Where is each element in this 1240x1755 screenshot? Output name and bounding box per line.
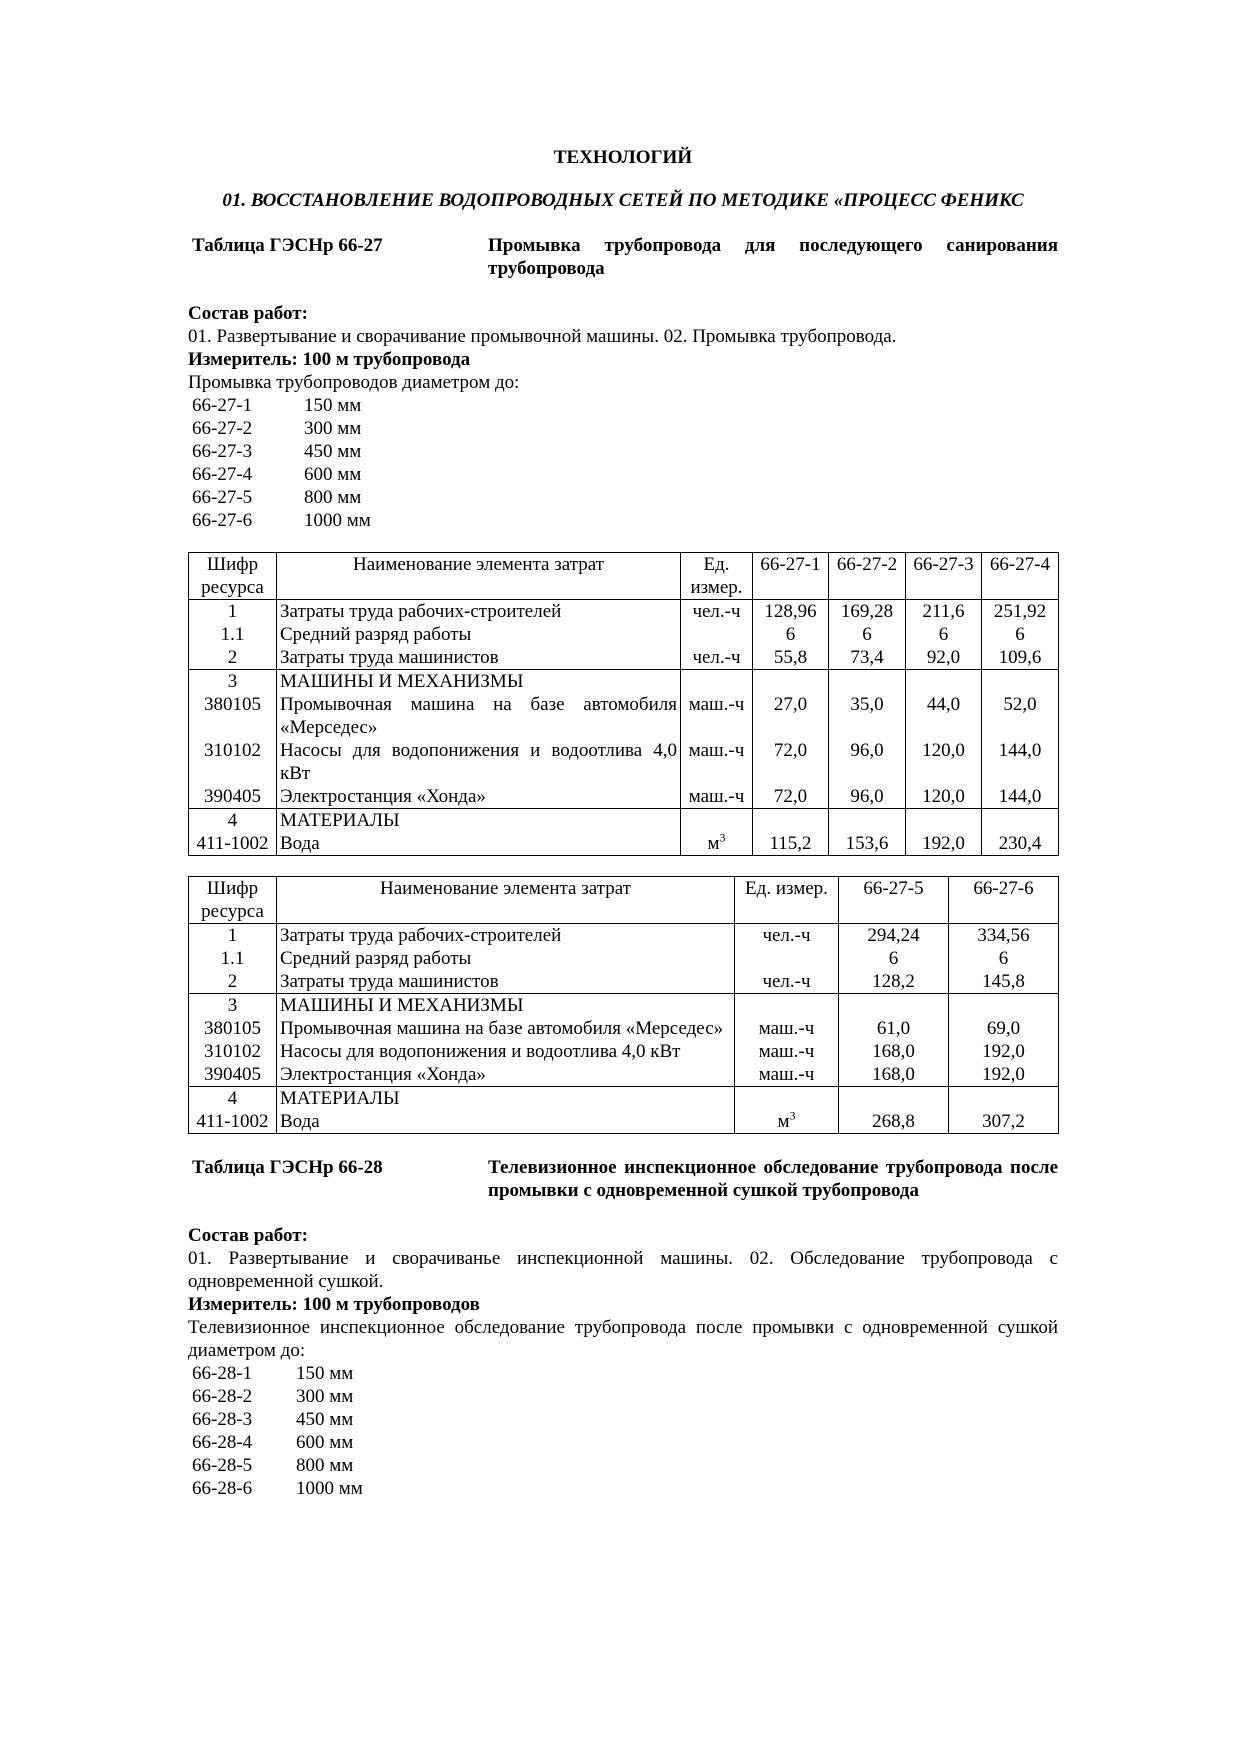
- rate-value: 6: [839, 947, 949, 970]
- resource-code: 411-1002: [189, 832, 277, 856]
- table-row: [189, 600, 1059, 624]
- rate-value: 153,6: [829, 832, 906, 856]
- diameter-value: 150 мм: [304, 395, 362, 416]
- resource-code: 4: [189, 1087, 277, 1111]
- work-composition-66-27: [188, 302, 1058, 532]
- rate-value: 96,0: [829, 785, 906, 809]
- resource-unit: чел.-ч: [735, 970, 839, 994]
- rate-value: 192,0: [949, 1063, 1059, 1087]
- rate-value: [982, 809, 1059, 833]
- rate-value: 6: [982, 623, 1059, 646]
- col-header-name: Наименование элемента затрат: [277, 553, 681, 600]
- table-row: [189, 693, 1059, 739]
- resource-unit: [735, 1110, 839, 1134]
- resource-unit: чел.-ч: [681, 646, 753, 670]
- rate-value: 251,92: [982, 600, 1059, 624]
- diameter-list: [188, 394, 1058, 532]
- rate-value: 72,0: [753, 785, 829, 809]
- rate-value: 69,0: [949, 1017, 1059, 1040]
- document-title: ТЕХНОЛОГИЙ: [553, 147, 693, 168]
- unit-base: м: [777, 1111, 790, 1132]
- col-header-rate: 66-27-1: [753, 553, 829, 600]
- rate-value: 144,0: [982, 785, 1059, 809]
- diameter-value: 300 мм: [304, 418, 362, 439]
- rate-value: [753, 670, 829, 694]
- resource-code: 3: [189, 994, 277, 1018]
- resource-code: 4: [189, 809, 277, 833]
- resource-name: Электростанция «Хонда»: [277, 1063, 735, 1087]
- table-row: [189, 1110, 1059, 1134]
- resource-code: 3: [189, 670, 277, 694]
- rate-value: 6: [829, 623, 906, 646]
- diameter-code: 66-27-1: [192, 395, 253, 416]
- resource-unit: [681, 623, 753, 646]
- col-header-rate: 66-27-6: [949, 877, 1059, 924]
- table-row: [189, 924, 1059, 948]
- diameter-item: [188, 486, 1058, 509]
- rate-value: 144,0: [982, 739, 1059, 785]
- rate-value: 168,0: [839, 1040, 949, 1063]
- resource-code: 380105: [189, 1017, 277, 1040]
- table-row: [189, 1087, 1059, 1111]
- diameter-code: 66-27-6: [192, 510, 253, 531]
- resource-unit: чел.-ч: [681, 600, 753, 624]
- resource-table-2: [188, 876, 1059, 1134]
- rate-value: [982, 670, 1059, 694]
- resource-name: Средний разряд работы: [277, 947, 735, 970]
- rate-value: [829, 809, 906, 833]
- col-header-code: Шифр ресурса: [189, 553, 277, 600]
- table-row: [189, 785, 1059, 809]
- diameter-value: 600 мм: [296, 1432, 354, 1453]
- resource-unit: маш.-ч: [681, 785, 753, 809]
- resource-code: 1.1: [189, 947, 277, 970]
- rate-value: 61,0: [839, 1017, 949, 1040]
- table-row: [189, 832, 1059, 856]
- resource-code: 380105: [189, 693, 277, 739]
- rate-value: 268,8: [839, 1110, 949, 1134]
- col-header-rate: 66-27-3: [906, 553, 982, 600]
- rate-value: 230,4: [982, 832, 1059, 856]
- resource-unit: маш.-ч: [681, 739, 753, 785]
- work-text: 01. Развертывание и сворачиванье инспекционной машины. 02. Обследование трубопровода с одновременной сушкой.: [188, 1248, 1058, 1292]
- resource-unit: чел.-ч: [735, 924, 839, 948]
- table-row: [189, 739, 1059, 785]
- rate-value: 192,0: [949, 1040, 1059, 1063]
- unit-base: м: [707, 833, 720, 854]
- table-header-row: [189, 553, 1059, 600]
- rate-value: 6: [949, 947, 1059, 970]
- rate-value: 307,2: [949, 1110, 1059, 1134]
- table-code: Таблица ГЭСНр 66-28: [192, 1157, 383, 1178]
- diameter-value: 600 мм: [304, 464, 362, 485]
- work-text: 01. Развертывание и сворачивание промывочной машины. 02. Промывка трубопровода.: [188, 326, 897, 347]
- table-code: Таблица ГЭСНр 66-27: [192, 235, 383, 256]
- meter-label: Измеритель: 100 м трубопроводов: [188, 1294, 480, 1315]
- resource-code: 1: [189, 924, 277, 948]
- table-row: [189, 623, 1059, 646]
- meter-label: Измеритель: 100 м трубопровода: [188, 349, 471, 370]
- resource-name: Затраты труда рабочих-строителей: [277, 924, 735, 948]
- rate-value: 145,8: [949, 970, 1059, 994]
- rate-value: 169,28: [829, 600, 906, 624]
- rate-value: 55,8: [753, 646, 829, 670]
- rate-value: [839, 994, 949, 1018]
- rate-value: [829, 670, 906, 694]
- resource-code: 1.1: [189, 623, 277, 646]
- diameter-code: 66-28-6: [192, 1478, 253, 1499]
- table-name: Промывка трубопровода для последующего санирования трубопровода: [488, 235, 1058, 279]
- rate-value: 6: [906, 623, 982, 646]
- resource-unit: [735, 994, 839, 1018]
- resource-name: Вода: [277, 832, 681, 856]
- resource-name: Затраты труда машинистов: [277, 646, 681, 670]
- diameter-item: [188, 417, 1058, 440]
- col-header-rate: 66-27-4: [982, 553, 1059, 600]
- col-header-unit: Ед. измер.: [735, 877, 839, 924]
- rate-value: 96,0: [829, 739, 906, 785]
- diameter-code: 66-27-5: [192, 487, 253, 508]
- rate-value: 35,0: [829, 693, 906, 739]
- resource-unit: [735, 1087, 839, 1111]
- col-header-rate: 66-27-5: [839, 877, 949, 924]
- diameter-value: 800 мм: [296, 1455, 354, 1476]
- rate-value: 115,2: [753, 832, 829, 856]
- table-row: [189, 646, 1059, 670]
- resource-name: Электростанция «Хонда»: [277, 785, 681, 809]
- diameter-value: 800 мм: [304, 487, 362, 508]
- rate-value: 168,0: [839, 1063, 949, 1087]
- unit-superscript: 3: [719, 830, 726, 845]
- table-row: [189, 970, 1059, 994]
- resource-code: 390405: [189, 1063, 277, 1087]
- rate-value: 52,0: [982, 693, 1059, 739]
- diameter-code: 66-27-4: [192, 464, 253, 485]
- rate-value: 120,0: [906, 785, 982, 809]
- diameter-intro: Телевизионное инспекционное обследование трубопровода после промывки с одновременной сушкой диаметром до:: [188, 1317, 1058, 1361]
- work-composition-66-28: [188, 1224, 1058, 1500]
- table-66-28-title: [188, 1156, 1058, 1202]
- table-row: [189, 947, 1059, 970]
- rate-value: 211,6: [906, 600, 982, 624]
- resource-unit: [681, 670, 753, 694]
- diameter-item: [188, 440, 1058, 463]
- rate-value: [906, 670, 982, 694]
- rate-value: 6: [753, 623, 829, 646]
- diameter-value: 1000 мм: [296, 1478, 363, 1499]
- diameter-intro: Промывка трубопроводов диаметром до:: [188, 372, 520, 393]
- resource-unit: маш.-ч: [735, 1063, 839, 1087]
- diameter-item: [188, 1385, 1058, 1408]
- rate-value: [906, 809, 982, 833]
- resource-group-name: МАШИНЫ И МЕХАНИЗМЫ: [277, 994, 735, 1018]
- diameter-code: 66-28-1: [192, 1363, 253, 1384]
- diameter-code: 66-28-2: [192, 1386, 253, 1407]
- diameter-code: 66-27-2: [192, 418, 253, 439]
- rate-value: [753, 809, 829, 833]
- col-header-rate: 66-27-2: [829, 553, 906, 600]
- diameter-item: [188, 394, 1058, 417]
- rate-value: 128,2: [839, 970, 949, 994]
- rate-value: 334,56: [949, 924, 1059, 948]
- resource-name: Насосы для водопонижения и водоотлива 4,0 кВт: [277, 739, 681, 785]
- work-label: Состав работ:: [188, 303, 308, 324]
- table-row: [189, 994, 1059, 1018]
- resource-group-name: МАТЕРИАЛЫ: [277, 1087, 735, 1111]
- col-header-code: Шифр ресурса: [189, 877, 277, 924]
- rate-value: [949, 1087, 1059, 1111]
- table-row: [189, 1017, 1059, 1040]
- resource-code: 1: [189, 600, 277, 624]
- rate-value: 120,0: [906, 739, 982, 785]
- diameter-list: [188, 1362, 1058, 1500]
- work-label: Состав работ:: [188, 1225, 308, 1246]
- diameter-code: 66-27-3: [192, 441, 253, 462]
- table-row: [189, 1040, 1059, 1063]
- table-name: Телевизионное инспекционное обследование трубопровода после промывки с одновременной сушкой трубопровода: [488, 1157, 1058, 1201]
- resource-unit: [681, 809, 753, 833]
- resource-code: 411-1002: [189, 1110, 277, 1134]
- diameter-item: [188, 1477, 1058, 1500]
- diameter-item: [188, 509, 1058, 532]
- table-row: [189, 670, 1059, 694]
- table-row: [189, 809, 1059, 833]
- resource-code: 2: [189, 970, 277, 994]
- document-page: [188, 146, 1058, 1500]
- resource-name: Промывочная машина на базе автомобиля «Мерседес»: [277, 693, 681, 739]
- resource-code: 310102: [189, 739, 277, 785]
- resource-name: Средний разряд работы: [277, 623, 681, 646]
- col-header-unit: Ед. измер.: [681, 553, 753, 600]
- diameter-item: [188, 1431, 1058, 1454]
- diameter-item: [188, 1454, 1058, 1477]
- resource-name: Вода: [277, 1110, 735, 1134]
- rate-value: 27,0: [753, 693, 829, 739]
- rate-value: 72,0: [753, 739, 829, 785]
- diameter-code: 66-28-4: [192, 1432, 253, 1453]
- diameter-value: 450 мм: [296, 1409, 354, 1430]
- resource-unit: маш.-ч: [735, 1040, 839, 1063]
- rate-value: [949, 994, 1059, 1018]
- resource-unit: [735, 947, 839, 970]
- diameter-value: 450 мм: [304, 441, 362, 462]
- diameter-value: 1000 мм: [304, 510, 371, 531]
- rate-value: 44,0: [906, 693, 982, 739]
- resource-unit: маш.-ч: [735, 1017, 839, 1040]
- table-row: [189, 1063, 1059, 1087]
- resource-code: 2: [189, 646, 277, 670]
- resource-code: 310102: [189, 1040, 277, 1063]
- resource-name: Затраты труда рабочих-строителей: [277, 600, 681, 624]
- resource-group-name: МАТЕРИАЛЫ: [277, 809, 681, 833]
- rate-value: 128,96: [753, 600, 829, 624]
- diameter-item: [188, 463, 1058, 486]
- resource-unit: маш.-ч: [681, 693, 753, 739]
- resource-table-1: [188, 552, 1059, 856]
- table-header-row: [189, 877, 1059, 924]
- resource-name: Затраты труда машинистов: [277, 970, 735, 994]
- unit-superscript: 3: [789, 1108, 796, 1123]
- diameter-item: [188, 1408, 1058, 1431]
- rate-value: 294,24: [839, 924, 949, 948]
- resource-group-name: МАШИНЫ И МЕХАНИЗМЫ: [277, 670, 681, 694]
- col-header-name: Наименование элемента затрат: [277, 877, 735, 924]
- resource-unit: [681, 832, 753, 856]
- rate-value: [839, 1087, 949, 1111]
- diameter-code: 66-28-5: [192, 1455, 253, 1476]
- table-66-27-title: [188, 234, 1058, 280]
- section-title: 01. ВОССТАНОВЛЕНИЕ ВОДОПРОВОДНЫХ СЕТЕЙ ПО МЕТОДИКЕ «ПРОЦЕСС ФЕНИКС: [222, 190, 1024, 211]
- rate-value: 73,4: [829, 646, 906, 670]
- rate-value: 192,0: [906, 832, 982, 856]
- resource-code: 390405: [189, 785, 277, 809]
- resource-name: Промывочная машина на базе автомобиля «Мерседес»: [277, 1017, 735, 1040]
- rate-value: 92,0: [906, 646, 982, 670]
- diameter-item: [188, 1362, 1058, 1385]
- rate-value: 109,6: [982, 646, 1059, 670]
- diameter-value: 300 мм: [296, 1386, 354, 1407]
- diameter-value: 150 мм: [296, 1363, 354, 1384]
- resource-name: Насосы для водопонижения и водоотлива 4,0 кВт: [277, 1040, 735, 1063]
- diameter-code: 66-28-3: [192, 1409, 253, 1430]
